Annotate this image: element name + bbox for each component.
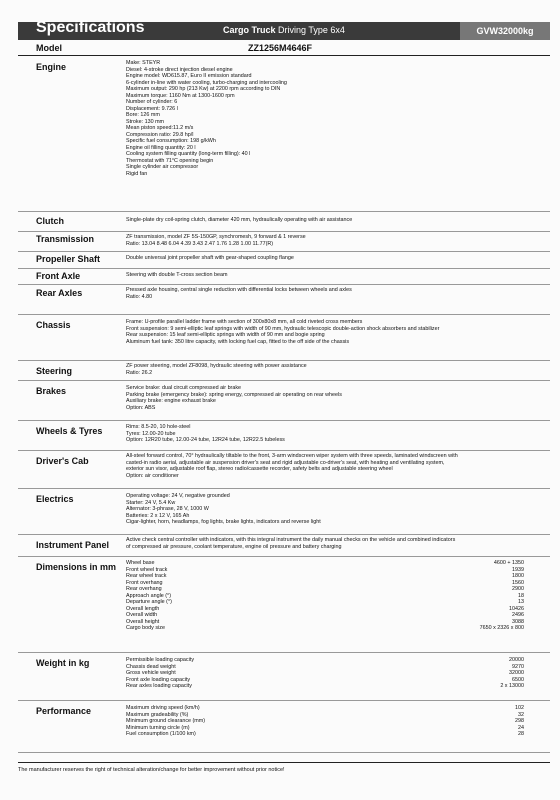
spec-line: Starter: 24 V, 5.4 Kw [126, 499, 176, 506]
spec-item-value: 10426 [509, 605, 524, 612]
spec-item-name: Permissible loading capacity [126, 657, 195, 663]
spec-item-name: Chassis dead weight [126, 663, 176, 670]
spec-item-name: Gross vehicle weight [126, 670, 176, 676]
spec-item-value: 1560 [512, 579, 524, 586]
spec-body [126, 493, 542, 526]
spec-line: Operating voltage: 24 V, negative grounded [126, 493, 230, 499]
spec-item-value: 18 [518, 592, 524, 599]
spec-line: Bore: 126 mm [126, 112, 160, 118]
spec-label: Transmission [36, 234, 95, 244]
spec-item-name: Maximum driving speed (km/h) [126, 705, 200, 711]
spec-item-value: 13 [518, 599, 524, 605]
spec-item-name: Rear wheel track [126, 573, 167, 579]
spec-item-name: Overall width [126, 612, 158, 618]
spec-item-name: Fuel consumption (1/100 km) [126, 731, 196, 737]
spec-line: exterior sun visor, adjustable roof flap, stereo radio/cassette recorder, safety belts and adjustable steering wheel [126, 466, 393, 472]
spec-line: Compression ratio: 29.8 hp/l [126, 131, 194, 138]
spec-line: Ratio: 4.80 [126, 293, 153, 300]
spec-row-driver-s-cab [18, 450, 550, 489]
spec-item [126, 731, 524, 738]
spec-line: Cooling system filling quantity (long-term filling): 40 l [126, 151, 251, 157]
spec-line: Option: 12R20 tube, 12.00-24 tube, 12R24 tube, 12R22.5 tubeless [126, 437, 285, 443]
spec-line: casted-in radio aerial, adjustable air suspension driver's seat and rigid adjustable co-driver's seat, with heating and ventilating system, [126, 459, 445, 466]
spec-line: Aluminum fuel tank: 350 litre capacity, with locking fuel cap, fitted to the off side of the chassis [126, 338, 350, 345]
spec-item [126, 625, 524, 632]
spec-item-name: Minimum turning circle (m) [126, 724, 190, 731]
spec-line: Specific fuel consumption: 198 g/kWh [126, 138, 216, 144]
spec-item-name: Minimum ground clearance (mm) [126, 718, 206, 724]
spec-item [126, 683, 524, 690]
spec-item-name: Overall length [126, 605, 160, 612]
spec-line: Cigar-lighter, horn, headlamps, fog lights, brake lights, indicators and reverse light [126, 519, 321, 525]
drive-type: Driving Type 6x4 [275, 25, 345, 35]
spec-item-value: 102 [515, 705, 524, 711]
spec-item-value: 298 [515, 718, 524, 724]
spec-label: Dimensions in mm [36, 562, 117, 572]
spec-line: Batteries: 2 x 12 V, 165 Ah [126, 512, 190, 519]
spec-item-name: Maximum gradeability (%) [126, 711, 189, 718]
spec-item-name: Cargo body size [126, 625, 165, 631]
spec-item-value: 7650 x 2326 x 800 [479, 625, 524, 631]
spec-body [126, 453, 542, 479]
spec-header [18, 19, 550, 40]
spec-row-chassis [18, 314, 550, 361]
footer-note: The manufacturer reserves the right of technical alteration/change for better improvement without prior notice! [18, 762, 550, 773]
spec-item-value: 2900 [512, 586, 524, 592]
spec-label: Propeller Shaft [36, 254, 101, 264]
spec-label: Wheels & Tyres [36, 426, 103, 436]
spec-body [126, 385, 542, 411]
spec-line: Tyres: 12.00-20 tube [126, 430, 176, 437]
spec-item-name: Departure angle (°) [126, 599, 172, 605]
model-row [18, 41, 550, 56]
spec-body [126, 424, 542, 444]
spec-row-front-axle [18, 268, 550, 285]
spec-line: Rear suspension: 15 leaf semi-elliptic springs with width of 90 mm and bogie spring [126, 332, 325, 338]
spec-item-value: 2496 [512, 612, 524, 618]
spec-body [126, 234, 542, 247]
spec-line: Mean piston speed:11.2 m/s [126, 125, 194, 131]
spec-body [126, 60, 542, 177]
spec-item-value: 1939 [512, 566, 524, 573]
spec-item-name: Approach angle (°) [126, 592, 172, 599]
spec-line: of compressed air pressure, coolant temperature, engine oil pressure and battery charging [126, 543, 342, 550]
spec-line: Frame: U-profile parallel ladder frame with section of 300x80x8 mm, all cold riveted cross members [126, 319, 363, 325]
spec-label: Weight in kg [36, 658, 90, 668]
spec-row-electrics [18, 488, 550, 535]
spec-line: Service brake: dual circuit compressed air brake [126, 385, 242, 391]
spec-line: ZF transmission, model ZF 5S-150GP, synchromesh, 9 forward & 1 reverse [126, 234, 306, 240]
spec-line: Option: ABS [126, 404, 156, 411]
spec-values [126, 705, 524, 738]
spec-label: Performance [36, 706, 92, 716]
spec-row-propeller-shaft [18, 251, 550, 269]
spec-line: Alternator: 3-phrase, 28 V, 1000 W [126, 506, 209, 512]
spec-label: Brakes [36, 386, 67, 396]
spec-label: Steering [36, 366, 73, 376]
spec-line: Number of cylinder: 6 [126, 99, 178, 105]
spec-item-value: 32000 [509, 670, 524, 676]
spec-row-performance [18, 700, 550, 753]
spec-line: Engine model: WD615.87, Euro II emission standard [126, 73, 252, 79]
spec-body [126, 319, 542, 345]
spec-label: Rear Axles [36, 288, 83, 298]
spec-line: Stroke: 130 mm [126, 118, 165, 125]
spec-item-name: Wheel base [126, 560, 155, 566]
product-subtitle [223, 25, 345, 35]
spec-item-name: Front axle loading capacity [126, 676, 191, 683]
spec-item-value: 32 [518, 711, 524, 718]
spec-line: Active check central controller with indicators, with this integral instrument the daily manual checks on the vehicle and combined indicators [126, 537, 456, 543]
spec-line: Maximum torque: 1160 Nm at 1300-1600 rpm [126, 92, 235, 99]
spec-line: Pressed axle housing, central single reduction with differential locks between wheels and axles [126, 287, 352, 293]
spec-body [126, 217, 542, 224]
spec-line: All-steel forward control, 70° hydraulically tiltable to the front, 3-arm windscreen wiper system with three speeds, laminated windscreen with [126, 453, 458, 459]
spec-line: Displacement: 9.726 l [126, 105, 178, 112]
spec-body [126, 287, 542, 300]
spec-row-steering [18, 360, 550, 381]
spec-line: Rims: 8.5-20, 10 hole-steel [126, 424, 191, 430]
spec-row-instrument-panel [18, 534, 550, 557]
spec-line: Single-plate dry coil-spring clutch, diameter 420 mm, hydraulically operating with air assistance [126, 217, 353, 223]
model-value: ZZ1256M4646F [248, 43, 313, 53]
spec-body [126, 272, 542, 279]
spec-line: Steering with double T-cross section beam [126, 272, 228, 278]
spec-row-engine [18, 56, 550, 212]
spec-item-value: 4600 + 1350 [493, 560, 524, 566]
spec-item-name: Overall height [126, 618, 160, 625]
spec-line: Diesel: 4-stroke direct injection diesel engine [126, 66, 233, 73]
spec-label: Chassis [36, 320, 71, 330]
spec-values [126, 560, 524, 632]
spec-line: Rigid fan [126, 170, 148, 177]
spec-row-dimensions-in-mm [18, 556, 550, 653]
spec-item-name: Front wheel track [126, 566, 168, 573]
spec-label: Instrument Panel [36, 540, 110, 550]
spec-line: Double universal joint propeller shaft with gear-shaped coupling flange [126, 255, 294, 261]
spec-label: Engine [36, 62, 67, 72]
spec-values [126, 657, 524, 690]
spec-label: Front Axle [36, 271, 81, 281]
gvw-badge: GVW32000kg [460, 22, 550, 40]
spec-item-name: Rear axles loading capacity [126, 683, 192, 689]
spec-line: Option: air conditioner [126, 472, 179, 479]
spec-line: ZF power steering, model ZF8098, hydraulic steering with power assistance [126, 363, 307, 369]
spec-line: Make: STEYR [126, 60, 161, 66]
spec-line: Ratio: 26.2 [126, 369, 153, 376]
spec-item-value: 9270 [512, 663, 524, 670]
spec-item-value: 2 x 13000 [500, 683, 524, 689]
spec-line: Ratio: 13.04 8.48 6.04 4.39 3.43 2.47 1.76 1.28 1.00 11.77(R) [126, 240, 274, 247]
spec-row-rear-axles [18, 284, 550, 315]
spec-row-clutch [18, 211, 550, 232]
spec-body [126, 255, 542, 262]
spec-item-value: 1800 [512, 573, 524, 579]
spec-label: Electrics [36, 494, 74, 504]
spec-body [126, 363, 542, 376]
spec-label: Driver's Cab [36, 456, 89, 466]
spec-row-transmission [18, 231, 550, 252]
spec-line: Maximum output: 290 hp (213 Kw) at 2200 rpm according to DIN [126, 86, 281, 92]
spec-row-brakes [18, 380, 550, 421]
spec-row-wheels-tyres [18, 420, 550, 451]
spec-item-value: 24 [518, 724, 524, 731]
spec-item-value: 28 [518, 731, 524, 737]
spec-item-name: Rear overhang [126, 586, 162, 592]
spec-item-value: 3088 [512, 618, 524, 625]
spec-line: Thermostat with 71°C opening begin [126, 157, 214, 164]
spec-item-value: 20000 [509, 657, 524, 663]
spec-row-weight-in-kg [18, 652, 550, 701]
spec-line: Single cylinder air compressor [126, 164, 199, 170]
spec-line: 6-cylinder in-line with water cooling, turbo-charging and intercooling [126, 79, 287, 86]
spec-item-name: Front overhang [126, 579, 163, 586]
spec-item-value: 6500 [512, 676, 524, 683]
spec-line: Front suspension: 9 semi-elliptic leaf springs with width of 90 mm, hydraulic telescopic double-action shock absorbers and stabilizer [126, 325, 440, 332]
spec-line: Parking brake (emergency brake): spring energy, compressed air operating on rear wheels [126, 391, 342, 398]
spec-label: Clutch [36, 216, 64, 226]
page-title: Specifications [36, 19, 145, 36]
spec-body [126, 537, 542, 550]
spec-line: Auxiliary brake: engine exhaust brake [126, 398, 216, 404]
model-label: Model [36, 43, 62, 53]
product-type: Cargo Truck [223, 25, 276, 35]
spec-line: Engine oil filling quantity: 20 l [126, 144, 196, 151]
